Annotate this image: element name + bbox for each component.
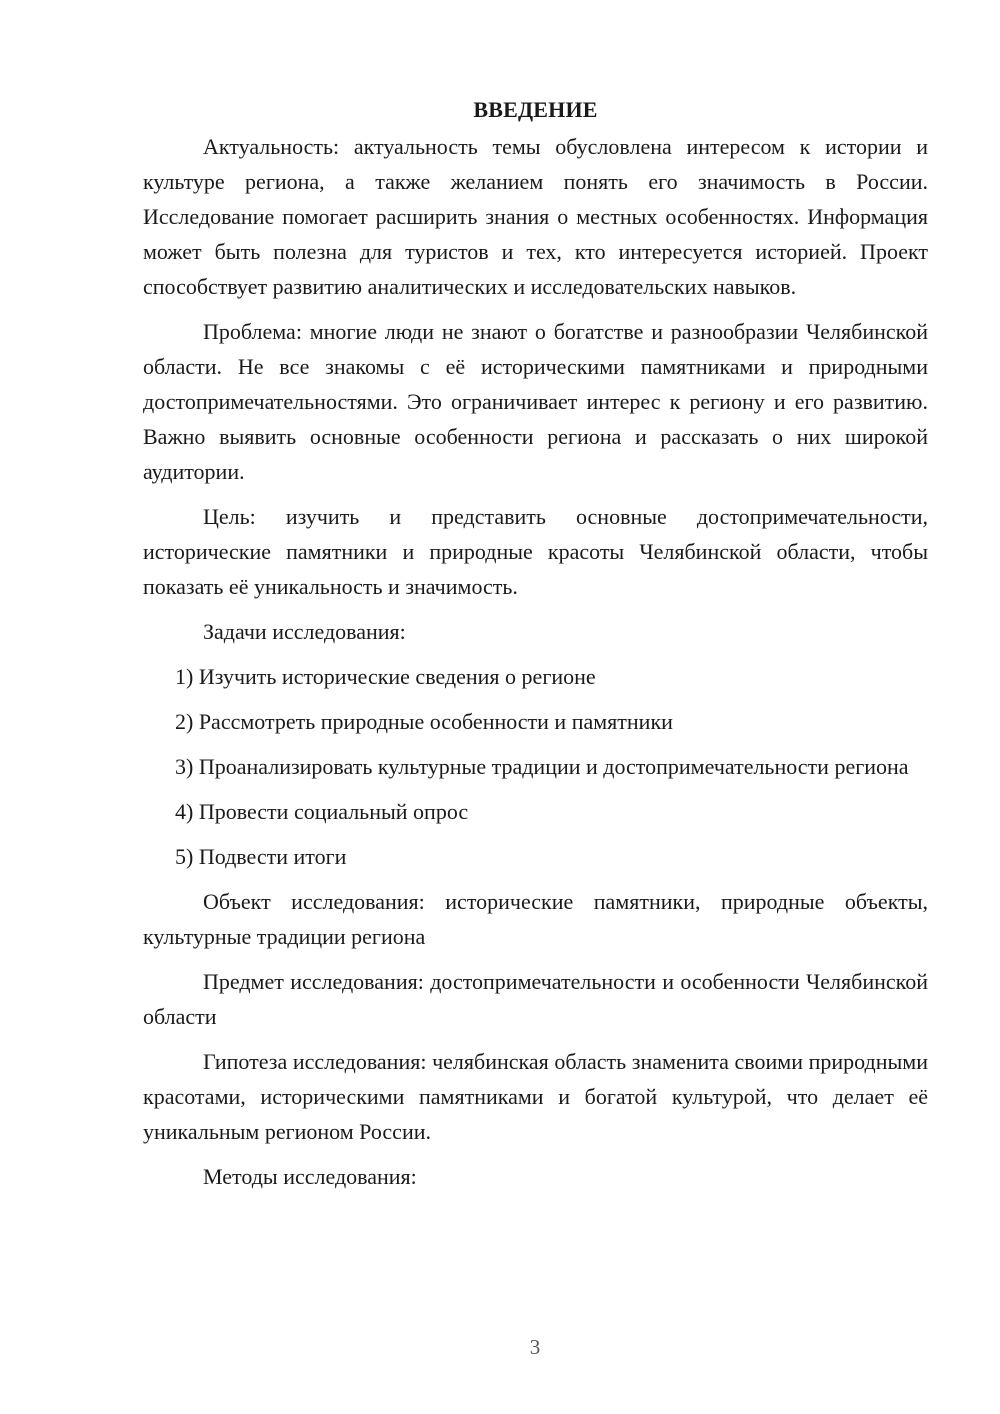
methods-heading: Методы исследования: [203, 1164, 417, 1189]
section-title: ВВЕДЕНИЕ [473, 97, 598, 122]
paragraph-hypothesis: Гипотеза исследования: челябинская область знаменита своими природными красотами, историческими памятниками и богатой культурой, что делает её уникальным регионом России. [143, 1049, 928, 1144]
paragraph-relevance: Актуальность: актуальность темы обусловлена интересом к истории и культуре региона, а также желанием понять его значимость в России. Исследование помогает расширить знания о местных особенностях. Информация может быть полезна для туристов и тех, кто интересуется историей. Проект способствует развитию аналитических и исследовательских навыков. [143, 134, 928, 299]
list-item: 3) Проанализировать культурные традиции и достопримечательности региона [175, 754, 909, 779]
paragraph-problem: Проблема: многие люди не знают о богатстве и разнообразии Челябинской области. Не все знакомы с её историческими памятниками и природными достопримечательностями. Это ограничивает интерес к региону и его развитию. Важно выявить основные особенности региона и рассказать о них широкой аудитории. [143, 319, 928, 484]
paragraph-object: Объект исследования: исторические памятники, природные объекты, культурные традиции региона [143, 889, 928, 949]
list-item: 2) Рассмотреть природные особенности и памятники [175, 709, 673, 734]
list-item: 4) Провести социальный опрос [175, 799, 469, 824]
list-item: 5) Подвести итоги [175, 844, 347, 869]
page-body [143, 92, 928, 1204]
list-item: 1) Изучить исторические сведения о регионе [175, 664, 596, 689]
tasks-list [143, 659, 928, 874]
tasks-heading: Задачи исследования: [203, 619, 406, 644]
page-number: 3 [529, 1335, 541, 1359]
paragraph-subject: Предмет исследования: достопримечательности и особенности Челябинской области [143, 969, 928, 1029]
paragraph-goal: Цель: изучить и представить основные достопримечательности, исторические памятники и природные красоты Челябинской области, чтобы показать её уникальность и значимость. [143, 504, 928, 599]
